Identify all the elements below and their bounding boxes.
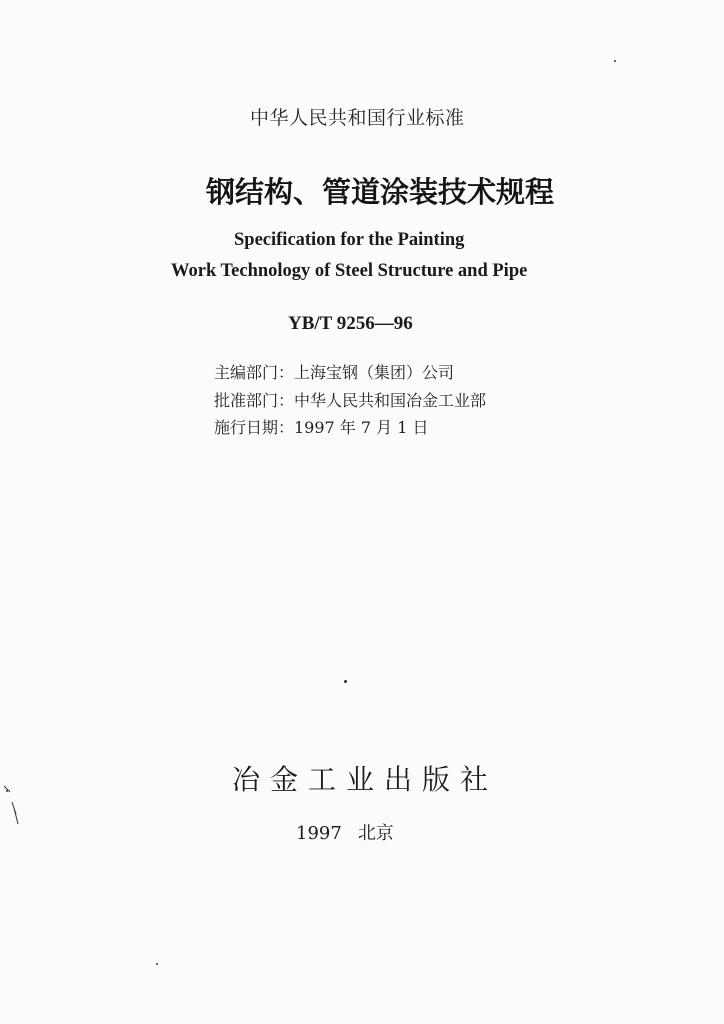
imprint-year: 1997 bbox=[296, 823, 342, 844]
scan-mark bbox=[0, 780, 24, 830]
english-title-line-1: Specification for the Painting bbox=[234, 230, 465, 250]
publisher-name: 冶金工业出版社 bbox=[232, 763, 499, 796]
standard-number: YB/T 9256—96 bbox=[288, 313, 413, 334]
scan-speck bbox=[344, 680, 347, 683]
series-title: 中华人民共和国行业标准 bbox=[250, 107, 465, 129]
imprint-city: 北京 bbox=[357, 823, 394, 844]
approval-department: 批准部门：中华人民共和国冶金工业部 bbox=[214, 391, 487, 410]
english-title-line-2: Work Technology of Steel Structure and Pipe bbox=[171, 261, 528, 281]
scan-speck bbox=[614, 60, 616, 62]
scan-speck bbox=[156, 963, 158, 965]
main-title: 钢结构、管道涂装技术规程 bbox=[206, 175, 555, 209]
imprint bbox=[296, 819, 394, 845]
effective-date: 施行日期：1997 年 7 月 1 日 bbox=[214, 418, 429, 437]
editor-department: 主编部门：上海宝钢（集团）公司 bbox=[214, 363, 455, 382]
